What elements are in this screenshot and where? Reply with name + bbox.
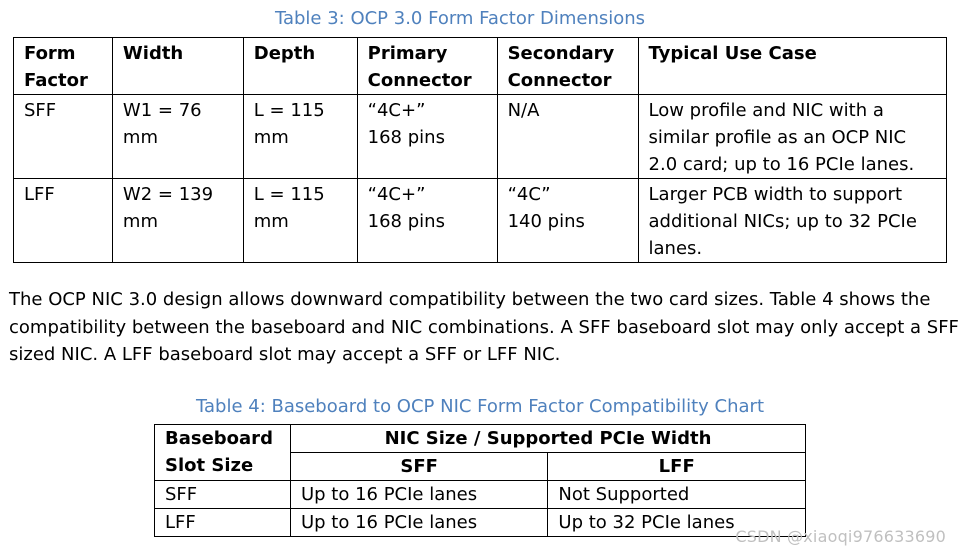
header-line: Connector xyxy=(507,70,612,91)
cell-line: LFF xyxy=(24,184,55,205)
cell-line: 140 pins xyxy=(507,211,585,232)
cell-typical-use-case xyxy=(638,179,946,263)
table3-header-row xyxy=(14,38,947,95)
cell-lff-support: Not Supported xyxy=(548,481,806,509)
table-row xyxy=(14,179,947,263)
cell-secondary-connector xyxy=(497,179,638,263)
cell-line: Larger PCB width to support xyxy=(648,184,903,205)
table-row xyxy=(155,481,806,509)
cell-line: 2.0 card; up to 16 PCIe lanes. xyxy=(648,154,915,175)
header-line: Width xyxy=(122,43,184,64)
subheader-lff: LFF xyxy=(548,453,806,481)
cell-line: mm xyxy=(122,127,158,148)
table-row xyxy=(14,95,947,179)
compatibility-chart-table xyxy=(154,424,806,537)
cell-lff-support: Up to 32 PCIe lanes xyxy=(548,509,806,537)
cell-line: W2 = 139 xyxy=(122,184,214,205)
cell-slot: SFF xyxy=(155,481,291,509)
header-typical-use-case xyxy=(638,38,946,95)
subheader-sff: SFF xyxy=(290,453,547,481)
header-baseboard-slot-size xyxy=(155,425,291,481)
cell-depth xyxy=(243,95,357,179)
header-line: Factor xyxy=(24,70,88,91)
watermark: CSDN @xiaoqi976633690 xyxy=(735,527,946,546)
header-depth xyxy=(243,38,357,95)
header-width xyxy=(112,38,243,95)
cell-line: mm xyxy=(122,211,158,232)
cell-primary-connector xyxy=(357,179,497,263)
cell-slot: LFF xyxy=(155,509,291,537)
form-factor-dimensions-table xyxy=(13,37,947,263)
header-line: Baseboard xyxy=(165,428,273,449)
paragraph-line: The OCP NIC 3.0 design allows downward compatibility between the two card sizes. Table 4 shows the xyxy=(9,289,931,310)
cell-line: lanes. xyxy=(648,238,703,259)
cell-line: “4C+” xyxy=(367,184,426,205)
header-line: Depth xyxy=(253,43,316,64)
compatibility-paragraph xyxy=(9,286,959,369)
cell-line: SFF xyxy=(24,100,57,121)
header-form-factor xyxy=(14,38,113,95)
cell-line: N/A xyxy=(507,100,540,121)
header-primary-connector xyxy=(357,38,497,95)
cell-depth xyxy=(243,179,357,263)
header-line: Connector xyxy=(367,70,472,91)
cell-line: L = 115 xyxy=(253,184,325,205)
header-line: Secondary xyxy=(507,43,615,64)
header-line: Slot Size xyxy=(165,455,254,476)
cell-sff-support: Up to 16 PCIe lanes xyxy=(290,481,547,509)
cell-line: mm xyxy=(253,127,289,148)
header-nic-size: NIC Size / Supported PCIe Width xyxy=(290,425,805,453)
header-line: Form xyxy=(24,43,76,64)
cell-width xyxy=(112,95,243,179)
table4-caption: Table 4: Baseboard to OCP NIC Form Factor Compatibility Chart xyxy=(195,396,765,417)
cell-width xyxy=(112,179,243,263)
cell-line: additional NICs; up to 32 PCIe xyxy=(648,211,917,232)
cell-primary-connector xyxy=(357,95,497,179)
paragraph-line: compatibility between the baseboard and NIC combinations. A SFF baseboard slot may only accept a SFF xyxy=(9,316,959,338)
cell-line: W1 = 76 xyxy=(122,100,202,121)
header-line: Primary xyxy=(367,43,448,64)
cell-sff-support: Up to 16 PCIe lanes xyxy=(290,509,547,537)
cell-line: “4C” xyxy=(507,184,551,205)
cell-line: “4C+” xyxy=(367,100,426,121)
cell-form-factor xyxy=(14,179,113,263)
table4-header-row xyxy=(155,425,806,453)
cell-form-factor xyxy=(14,95,113,179)
table-row xyxy=(155,509,806,537)
paragraph-line: sized NIC. A LFF baseboard slot may accept a SFF or LFF NIC. xyxy=(9,344,561,365)
cell-line: Low profile and NIC with a xyxy=(648,100,884,121)
cell-line: mm xyxy=(253,211,289,232)
cell-line: L = 115 xyxy=(253,100,325,121)
cell-line: 168 pins xyxy=(367,127,445,148)
cell-line: similar profile as an OCP NIC xyxy=(648,127,907,148)
table3-caption: Table 3: OCP 3.0 Form Factor Dimensions xyxy=(274,8,646,29)
cell-line: 168 pins xyxy=(367,211,445,232)
header-line: Typical Use Case xyxy=(648,43,817,64)
cell-typical-use-case xyxy=(638,95,946,179)
header-secondary-connector xyxy=(497,38,638,95)
cell-secondary-connector xyxy=(497,95,638,179)
